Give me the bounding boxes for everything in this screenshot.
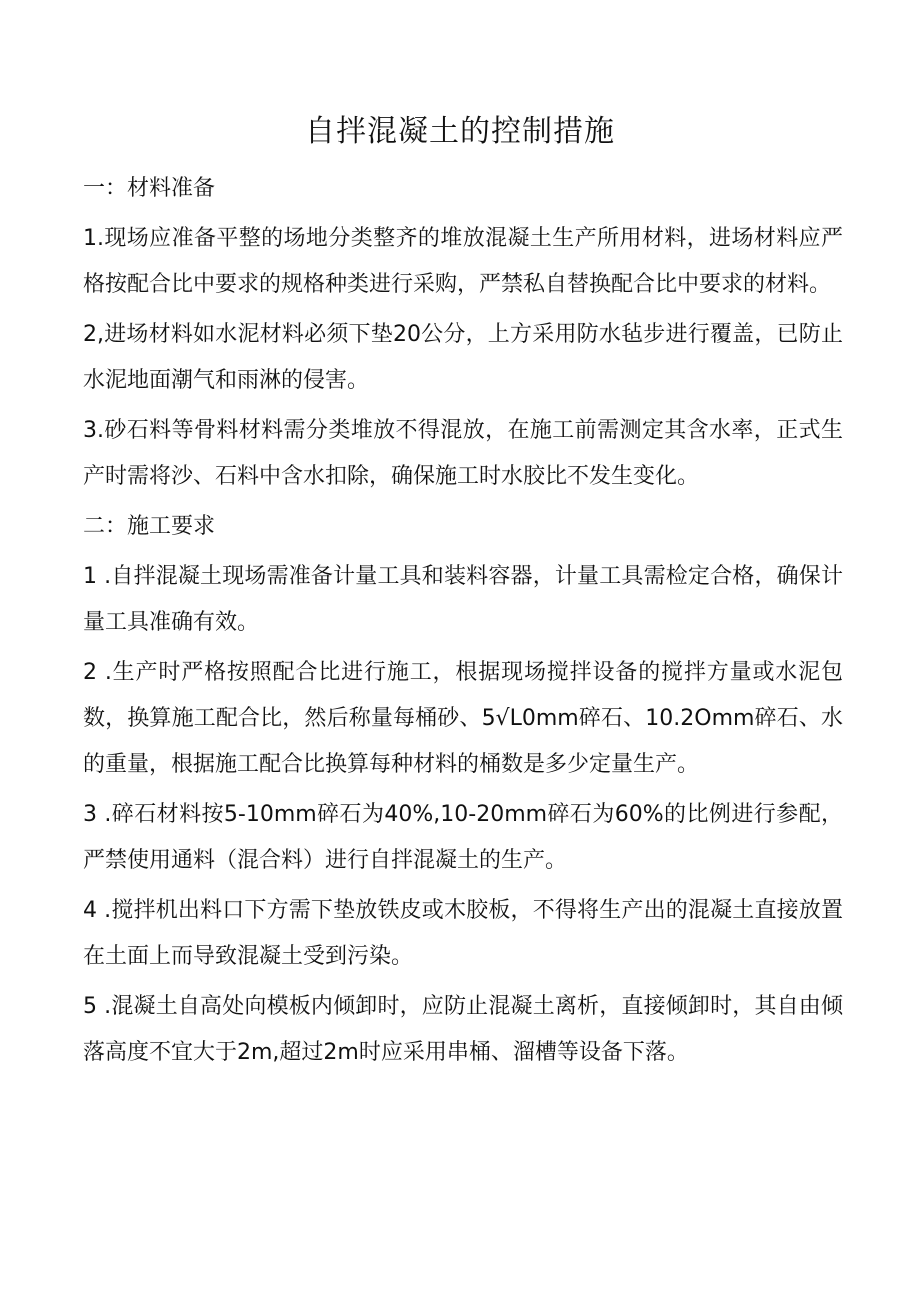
paragraph-construction-5: 5 .混凝土自高处向模板内倾卸时，应防止混凝土离析，直接倾卸时，其自由倾落高度不宜大于2m,超过2m时应采用串桶、溜槽等设备下落。: [83, 994, 843, 1065]
section-heading-construction: 二：施工要求: [83, 514, 216, 539]
paragraph-materials-3: 3.砂石料等骨料材料需分类堆放不得混放，在施工前需测定其含水率，正式生产时需将沙、石料中含水扣除，确保施工时水胶比不发生变化。: [83, 418, 843, 489]
paragraph-construction-3: 3 .碎石材料按5-10mm碎石为40%,10-20mm碎石为60%的比例进行参配，严禁使用通料（混合料）进行自拌混凝土的生产。: [83, 802, 843, 873]
document-title: 自拌混凝土的控制措施: [305, 114, 615, 149]
section-heading-materials: 一：材料准备: [83, 176, 216, 201]
paragraph-construction-2: 2 .生产时严格按照配合比进行施工，根据现场搅拌设备的搅拌方量或水泥包数，换算施工配合比，然后称量每桶砂、5√L0mm碎石、10.2Omm碎石、水的重量，根据施工配合比换算每种材料的桶数是多少定量生产。: [83, 660, 843, 777]
document-body: [83, 166, 843, 1080]
paragraph-materials-1: 1.现场应准备平整的场地分类整齐的堆放混凝土生产所用材料，进场材料应严格按配合比中要求的规格种类进行采购，严禁私自替换配合比中要求的材料。: [83, 226, 843, 297]
paragraph-construction-4: 4 .搅拌机出料口下方需下垫放铁皮或木胶板，不得将生产出的混凝土直接放置在土面上而导致混凝土受到污染。: [83, 898, 843, 969]
paragraph-construction-1: 1 .自拌混凝土现场需准备计量工具和装料容器，计量工具需检定合格，确保计量工具准确有效。: [83, 564, 843, 635]
paragraph-materials-2: 2,进场材料如水泥材料必须下垫20公分，上方采用防水毡步进行覆盖，已防止水泥地面潮气和雨淋的侵害。: [83, 322, 843, 393]
